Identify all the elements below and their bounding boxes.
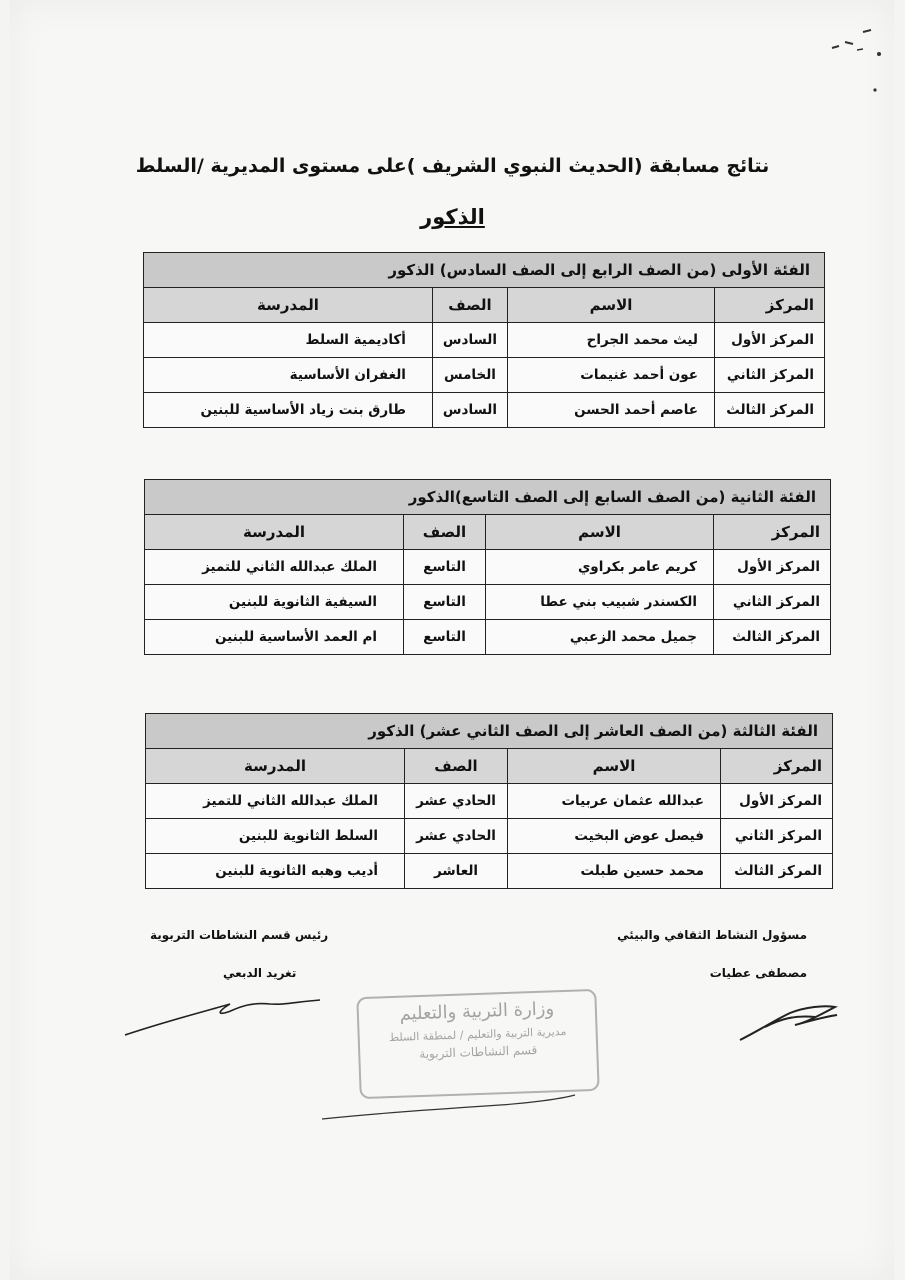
school-cell: السلط الثانوية للبنين xyxy=(146,819,405,854)
head-signature-icon xyxy=(120,990,330,1040)
table-row xyxy=(146,784,833,819)
rank-cell: المركز الثالث xyxy=(721,854,833,889)
rank-cell: المركز الأول xyxy=(721,784,833,819)
name-cell: كريم عامر بكراوي xyxy=(486,550,714,585)
grade-cell: الخامس xyxy=(432,358,507,393)
category-2-caption: الفئة الثانية (من الصف السابع إلى الصف التاسع)الذكور xyxy=(145,480,831,515)
grade-cell: العاشر xyxy=(405,854,508,889)
name-cell: فيصل عوض البخيت xyxy=(508,819,721,854)
table-row xyxy=(145,585,831,620)
school-cell: ام العمد الأساسية للبنين xyxy=(145,620,404,655)
rank-cell: المركز الأول xyxy=(714,550,831,585)
category-3-table xyxy=(145,713,833,889)
table-row xyxy=(146,819,833,854)
name-cell: جميل محمد الزعبي xyxy=(486,620,714,655)
school-cell: الملك عبدالله الثاني للتميز xyxy=(145,550,404,585)
table-row xyxy=(144,323,825,358)
stamp-line-2: مديرية التربية والتعليم / لمنطقة السلط xyxy=(388,1024,567,1045)
category-3-caption: الفئة الثالثة (من الصف العاشر إلى الصف الثاني عشر) الذكور xyxy=(146,714,833,749)
document-subtitle: الذكور xyxy=(420,205,485,229)
header-school: المدرسة xyxy=(145,515,404,550)
header-name: الاسم xyxy=(508,749,721,784)
table-row xyxy=(144,393,825,428)
head-name: تغريد الدبعي xyxy=(223,966,297,980)
school-cell: أديب وهبه الثانوية للبنين xyxy=(146,854,405,889)
header-school: المدرسة xyxy=(144,288,433,323)
grade-cell: السادس xyxy=(432,323,507,358)
school-cell: طارق بنت زياد الأساسية للبنين xyxy=(144,393,433,428)
grade-cell: التاسع xyxy=(404,585,486,620)
header-grade: الصف xyxy=(404,515,486,550)
table-row xyxy=(146,854,833,889)
name-cell: الكسندر شبيب بني عطا xyxy=(486,585,714,620)
head-title: رئيس قسم النشاطات التربوية xyxy=(150,928,329,942)
name-cell: عاصم أحمد الحسن xyxy=(508,393,715,428)
header-name: الاسم xyxy=(486,515,714,550)
header-rank: المركز xyxy=(714,515,831,550)
header-name: الاسم xyxy=(508,288,715,323)
name-cell: ليث محمد الجراح xyxy=(508,323,715,358)
school-cell: السيفية الثانوية للبنين xyxy=(145,585,404,620)
header-rank: المركز xyxy=(715,288,825,323)
name-cell: عبدالله عثمان عربيات xyxy=(508,784,721,819)
school-cell: أكاديمية السلط xyxy=(144,323,433,358)
school-cell: الغفران الأساسية xyxy=(144,358,433,393)
name-cell: عون أحمد غنيمات xyxy=(508,358,715,393)
category-2-table xyxy=(144,479,831,655)
table-row xyxy=(144,358,825,393)
stamp-line-3: قسم النشاطات التربوية xyxy=(419,1042,538,1062)
document-title: نتائج مسابقة (الحديث النبوي الشريف )على مستوى المديرية /السلط xyxy=(135,155,770,177)
responsible-signature-icon xyxy=(735,995,845,1045)
school-cell: الملك عبدالله الثاني للتميز xyxy=(146,784,405,819)
rank-cell: المركز الأول xyxy=(715,323,825,358)
header-grade: الصف xyxy=(405,749,508,784)
rank-cell: المركز الثالث xyxy=(714,620,831,655)
grade-cell: التاسع xyxy=(404,620,486,655)
corner-marks-icon xyxy=(827,20,887,100)
category-1-caption: الفئة الأولى (من الصف الرابع إلى الصف السادس) الذكور xyxy=(144,253,825,288)
header-school: المدرسة xyxy=(146,749,405,784)
category-1-table xyxy=(143,252,825,428)
table-row xyxy=(145,620,831,655)
grade-cell: التاسع xyxy=(404,550,486,585)
responsible-title: مسؤول النشاط الثقافي والبيئي xyxy=(617,928,807,942)
header-rank: المركز xyxy=(721,749,833,784)
rank-cell: المركز الثاني xyxy=(721,819,833,854)
official-stamp xyxy=(356,989,599,1099)
rank-cell: المركز الثاني xyxy=(714,585,831,620)
name-cell: محمد حسين طبلت xyxy=(508,854,721,889)
table-row xyxy=(145,550,831,585)
grade-cell: الحادي عشر xyxy=(405,784,508,819)
grade-cell: الحادي عشر xyxy=(405,819,508,854)
responsible-name: مصطفى عطيات xyxy=(709,966,807,980)
rank-cell: المركز الثاني xyxy=(715,358,825,393)
grade-cell: السادس xyxy=(432,393,507,428)
header-grade: الصف xyxy=(432,288,507,323)
stamp-line-1: وزارة التربية والتعليم xyxy=(399,998,555,1025)
rank-cell: المركز الثالث xyxy=(715,393,825,428)
